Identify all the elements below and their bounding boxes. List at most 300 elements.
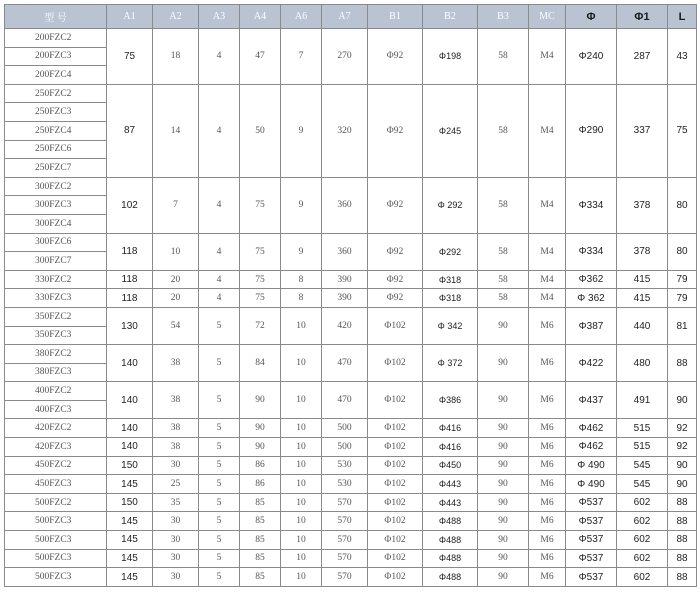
cell-l: 90 bbox=[668, 382, 697, 419]
header-b3: B3 bbox=[478, 5, 529, 29]
table-body bbox=[5, 29, 697, 587]
cell-a6: 10 bbox=[281, 382, 322, 419]
cell-a7: 570 bbox=[322, 568, 368, 587]
cell-phi1: 515 bbox=[617, 419, 668, 438]
cell-phi1: 515 bbox=[617, 438, 668, 457]
cell-b2: Φ488 bbox=[423, 531, 478, 550]
cell-b1: Φ92 bbox=[368, 29, 423, 85]
cell-phi: Φ462 bbox=[566, 438, 617, 457]
cell-l: 88 bbox=[668, 549, 697, 568]
cell-a2: 54 bbox=[153, 307, 199, 344]
cell-l: 75 bbox=[668, 84, 697, 177]
cell-b1: Φ102 bbox=[368, 512, 423, 531]
cell-b1: Φ102 bbox=[368, 549, 423, 568]
cell-b2: Φ 292 bbox=[423, 177, 478, 233]
cell-l: 92 bbox=[668, 438, 697, 457]
cell-a3: 5 bbox=[199, 531, 240, 550]
cell-a4: 75 bbox=[240, 270, 281, 289]
cell-phi1: 480 bbox=[617, 345, 668, 382]
cell-b2: Φ416 bbox=[423, 438, 478, 457]
header-row bbox=[5, 5, 697, 29]
cell-mc: M6 bbox=[529, 382, 566, 419]
cell-phi1: 491 bbox=[617, 382, 668, 419]
cell-phi1: 378 bbox=[617, 177, 668, 233]
cell-phi: Φ422 bbox=[566, 345, 617, 382]
cell-a2: 38 bbox=[153, 419, 199, 438]
cell-a7: 500 bbox=[322, 438, 368, 457]
table-row bbox=[5, 493, 697, 512]
cell-b3: 90 bbox=[478, 531, 529, 550]
cell-mc: M6 bbox=[529, 345, 566, 382]
cell-a4: 50 bbox=[240, 84, 281, 177]
model-cell: 330FZC2 bbox=[5, 270, 107, 289]
cell-phi: Φ462 bbox=[566, 419, 617, 438]
cell-l: 92 bbox=[668, 419, 697, 438]
cell-a2: 20 bbox=[153, 270, 199, 289]
cell-phi1: 440 bbox=[617, 307, 668, 344]
table-row bbox=[5, 29, 697, 48]
cell-b2: Φ 372 bbox=[423, 345, 478, 382]
table-row bbox=[5, 345, 697, 364]
cell-a7: 570 bbox=[322, 549, 368, 568]
model-cell: 300FZC3 bbox=[5, 196, 107, 215]
cell-b3: 90 bbox=[478, 549, 529, 568]
cell-b3: 90 bbox=[478, 493, 529, 512]
cell-a6: 10 bbox=[281, 568, 322, 587]
cell-a7: 530 bbox=[322, 456, 368, 475]
cell-l: 88 bbox=[668, 568, 697, 587]
model-cell: 250FZC3 bbox=[5, 103, 107, 122]
cell-a3: 4 bbox=[199, 270, 240, 289]
cell-mc: M4 bbox=[529, 233, 566, 270]
cell-a4: 47 bbox=[240, 29, 281, 85]
cell-phi: Φ362 bbox=[566, 270, 617, 289]
cell-a2: 10 bbox=[153, 233, 199, 270]
cell-phi: Φ537 bbox=[566, 493, 617, 512]
cell-b1: Φ92 bbox=[368, 289, 423, 308]
cell-a7: 360 bbox=[322, 233, 368, 270]
header-phi1: Φ1 bbox=[617, 5, 668, 29]
cell-a2: 25 bbox=[153, 475, 199, 494]
header-model: 型 号 bbox=[5, 5, 107, 29]
cell-a4: 75 bbox=[240, 233, 281, 270]
cell-a7: 500 bbox=[322, 419, 368, 438]
model-cell: 500FZC3 bbox=[5, 549, 107, 568]
cell-a2: 14 bbox=[153, 84, 199, 177]
table-row bbox=[5, 549, 697, 568]
cell-mc: M6 bbox=[529, 512, 566, 531]
cell-b3: 90 bbox=[478, 382, 529, 419]
cell-a4: 90 bbox=[240, 438, 281, 457]
cell-mc: M4 bbox=[529, 289, 566, 308]
cell-mc: M4 bbox=[529, 29, 566, 85]
cell-a2: 30 bbox=[153, 549, 199, 568]
cell-a4: 84 bbox=[240, 345, 281, 382]
cell-b1: Φ102 bbox=[368, 456, 423, 475]
cell-b1: Φ102 bbox=[368, 531, 423, 550]
cell-a4: 90 bbox=[240, 382, 281, 419]
cell-a2: 30 bbox=[153, 531, 199, 550]
cell-l: 88 bbox=[668, 531, 697, 550]
cell-phi1: 378 bbox=[617, 233, 668, 270]
cell-a3: 5 bbox=[199, 549, 240, 568]
cell-a2: 38 bbox=[153, 382, 199, 419]
table-row bbox=[5, 568, 697, 587]
cell-mc: M6 bbox=[529, 568, 566, 587]
cell-phi: Φ437 bbox=[566, 382, 617, 419]
cell-b2: Φ245 bbox=[423, 84, 478, 177]
cell-a4: 85 bbox=[240, 549, 281, 568]
cell-b2: Φ318 bbox=[423, 289, 478, 308]
cell-a1: 145 bbox=[107, 512, 153, 531]
cell-a7: 390 bbox=[322, 270, 368, 289]
cell-a4: 85 bbox=[240, 493, 281, 512]
cell-phi: Φ 490 bbox=[566, 456, 617, 475]
cell-b3: 90 bbox=[478, 307, 529, 344]
cell-a3: 5 bbox=[199, 456, 240, 475]
cell-a6: 9 bbox=[281, 233, 322, 270]
cell-a1: 150 bbox=[107, 493, 153, 512]
cell-b1: Φ102 bbox=[368, 568, 423, 587]
cell-b2: Φ450 bbox=[423, 456, 478, 475]
cell-b1: Φ92 bbox=[368, 177, 423, 233]
cell-b1: Φ102 bbox=[368, 345, 423, 382]
cell-mc: M6 bbox=[529, 307, 566, 344]
cell-l: 43 bbox=[668, 29, 697, 85]
cell-a2: 38 bbox=[153, 438, 199, 457]
cell-b1: Φ102 bbox=[368, 419, 423, 438]
model-cell: 330FZC3 bbox=[5, 289, 107, 308]
table-row bbox=[5, 512, 697, 531]
cell-b2: Φ488 bbox=[423, 549, 478, 568]
cell-a6: 8 bbox=[281, 270, 322, 289]
cell-a4: 72 bbox=[240, 307, 281, 344]
cell-l: 88 bbox=[668, 345, 697, 382]
table-row bbox=[5, 233, 697, 252]
cell-b3: 58 bbox=[478, 29, 529, 85]
header-b2: B2 bbox=[423, 5, 478, 29]
cell-mc: M6 bbox=[529, 549, 566, 568]
spec-table bbox=[4, 4, 697, 587]
cell-a1: 118 bbox=[107, 289, 153, 308]
table-row bbox=[5, 270, 697, 289]
cell-b3: 90 bbox=[478, 345, 529, 382]
table-row bbox=[5, 84, 697, 103]
table-row bbox=[5, 475, 697, 494]
cell-l: 88 bbox=[668, 512, 697, 531]
table-row bbox=[5, 177, 697, 196]
model-cell: 300FZC2 bbox=[5, 177, 107, 196]
cell-mc: M4 bbox=[529, 270, 566, 289]
cell-a6: 10 bbox=[281, 549, 322, 568]
model-cell: 400FZC2 bbox=[5, 382, 107, 401]
cell-phi: Φ537 bbox=[566, 549, 617, 568]
cell-a4: 75 bbox=[240, 289, 281, 308]
cell-a3: 5 bbox=[199, 382, 240, 419]
header-l: L bbox=[668, 5, 697, 29]
cell-mc: M4 bbox=[529, 84, 566, 177]
cell-phi: Φ290 bbox=[566, 84, 617, 177]
cell-a3: 4 bbox=[199, 289, 240, 308]
cell-b2: Φ443 bbox=[423, 475, 478, 494]
header-a4: A4 bbox=[240, 5, 281, 29]
cell-a6: 7 bbox=[281, 29, 322, 85]
cell-a3: 5 bbox=[199, 512, 240, 531]
header-mc: MC bbox=[529, 5, 566, 29]
cell-mc: M6 bbox=[529, 438, 566, 457]
model-cell: 300FZC7 bbox=[5, 252, 107, 271]
cell-a1: 145 bbox=[107, 531, 153, 550]
cell-a6: 10 bbox=[281, 456, 322, 475]
cell-phi1: 287 bbox=[617, 29, 668, 85]
cell-a7: 570 bbox=[322, 493, 368, 512]
cell-a7: 270 bbox=[322, 29, 368, 85]
cell-b3: 58 bbox=[478, 233, 529, 270]
table-row bbox=[5, 438, 697, 457]
cell-b3: 58 bbox=[478, 270, 529, 289]
model-cell: 300FZC6 bbox=[5, 233, 107, 252]
cell-mc: M6 bbox=[529, 475, 566, 494]
model-cell: 420FZC2 bbox=[5, 419, 107, 438]
cell-a1: 118 bbox=[107, 233, 153, 270]
cell-a3: 5 bbox=[199, 345, 240, 382]
cell-a6: 10 bbox=[281, 475, 322, 494]
cell-a4: 90 bbox=[240, 419, 281, 438]
cell-a2: 18 bbox=[153, 29, 199, 85]
header-a1: A1 bbox=[107, 5, 153, 29]
cell-mc: M6 bbox=[529, 456, 566, 475]
cell-a6: 9 bbox=[281, 177, 322, 233]
header-b1: B1 bbox=[368, 5, 423, 29]
cell-phi: Φ537 bbox=[566, 512, 617, 531]
cell-a6: 10 bbox=[281, 307, 322, 344]
cell-phi1: 415 bbox=[617, 270, 668, 289]
cell-l: 88 bbox=[668, 493, 697, 512]
cell-a7: 390 bbox=[322, 289, 368, 308]
cell-b3: 90 bbox=[478, 475, 529, 494]
cell-a4: 86 bbox=[240, 475, 281, 494]
cell-a6: 9 bbox=[281, 84, 322, 177]
cell-l: 90 bbox=[668, 475, 697, 494]
cell-a3: 5 bbox=[199, 438, 240, 457]
cell-a6: 10 bbox=[281, 493, 322, 512]
cell-a2: 30 bbox=[153, 568, 199, 587]
header-a3: A3 bbox=[199, 5, 240, 29]
cell-l: 80 bbox=[668, 233, 697, 270]
cell-a3: 5 bbox=[199, 307, 240, 344]
cell-a6: 10 bbox=[281, 419, 322, 438]
model-cell: 250FZC6 bbox=[5, 140, 107, 159]
cell-l: 80 bbox=[668, 177, 697, 233]
model-cell: 500FZC3 bbox=[5, 512, 107, 531]
cell-b1: Φ102 bbox=[368, 493, 423, 512]
cell-a3: 5 bbox=[199, 475, 240, 494]
cell-mc: M6 bbox=[529, 531, 566, 550]
cell-phi: Φ334 bbox=[566, 233, 617, 270]
cell-b3: 90 bbox=[478, 438, 529, 457]
cell-b2: Φ292 bbox=[423, 233, 478, 270]
cell-a1: 87 bbox=[107, 84, 153, 177]
cell-b2: Φ198 bbox=[423, 29, 478, 85]
cell-b2: Φ318 bbox=[423, 270, 478, 289]
model-cell: 350FZC3 bbox=[5, 326, 107, 345]
cell-a7: 420 bbox=[322, 307, 368, 344]
cell-a7: 570 bbox=[322, 512, 368, 531]
cell-b2: Φ488 bbox=[423, 568, 478, 587]
cell-a1: 140 bbox=[107, 438, 153, 457]
cell-a1: 75 bbox=[107, 29, 153, 85]
cell-b3: 90 bbox=[478, 456, 529, 475]
cell-a1: 140 bbox=[107, 345, 153, 382]
cell-a6: 10 bbox=[281, 531, 322, 550]
cell-a4: 85 bbox=[240, 568, 281, 587]
table-row bbox=[5, 456, 697, 475]
cell-b1: Φ92 bbox=[368, 270, 423, 289]
cell-b2: Φ488 bbox=[423, 512, 478, 531]
cell-b1: Φ102 bbox=[368, 475, 423, 494]
cell-b2: Φ386 bbox=[423, 382, 478, 419]
cell-phi1: 337 bbox=[617, 84, 668, 177]
cell-a3: 4 bbox=[199, 177, 240, 233]
cell-a1: 118 bbox=[107, 270, 153, 289]
cell-a4: 75 bbox=[240, 177, 281, 233]
cell-a6: 10 bbox=[281, 345, 322, 382]
cell-a3: 5 bbox=[199, 568, 240, 587]
model-cell: 200FZC4 bbox=[5, 66, 107, 85]
table-row bbox=[5, 307, 697, 326]
header-a2: A2 bbox=[153, 5, 199, 29]
cell-a3: 4 bbox=[199, 84, 240, 177]
cell-b1: Φ102 bbox=[368, 382, 423, 419]
cell-a1: 145 bbox=[107, 475, 153, 494]
cell-phi1: 602 bbox=[617, 493, 668, 512]
cell-a7: 320 bbox=[322, 84, 368, 177]
cell-a1: 140 bbox=[107, 382, 153, 419]
cell-a7: 470 bbox=[322, 382, 368, 419]
cell-b1: Φ92 bbox=[368, 84, 423, 177]
cell-a1: 150 bbox=[107, 456, 153, 475]
cell-phi1: 602 bbox=[617, 549, 668, 568]
model-cell: 450FZC2 bbox=[5, 456, 107, 475]
header-phi: Φ bbox=[566, 5, 617, 29]
cell-a1: 140 bbox=[107, 419, 153, 438]
cell-phi: Φ334 bbox=[566, 177, 617, 233]
model-cell: 350FZC2 bbox=[5, 307, 107, 326]
cell-a3: 4 bbox=[199, 29, 240, 85]
cell-a1: 145 bbox=[107, 549, 153, 568]
cell-phi1: 602 bbox=[617, 531, 668, 550]
model-cell: 250FZC7 bbox=[5, 159, 107, 178]
model-cell: 250FZC4 bbox=[5, 121, 107, 140]
model-cell: 250FZC2 bbox=[5, 84, 107, 103]
cell-b3: 90 bbox=[478, 568, 529, 587]
cell-a3: 5 bbox=[199, 419, 240, 438]
cell-b2: Φ443 bbox=[423, 493, 478, 512]
model-cell: 500FZC3 bbox=[5, 568, 107, 587]
cell-a2: 30 bbox=[153, 456, 199, 475]
cell-phi: Φ 362 bbox=[566, 289, 617, 308]
table-row bbox=[5, 289, 697, 308]
cell-b3: 90 bbox=[478, 419, 529, 438]
cell-l: 79 bbox=[668, 289, 697, 308]
cell-a3: 5 bbox=[199, 493, 240, 512]
cell-a6: 8 bbox=[281, 289, 322, 308]
cell-a7: 360 bbox=[322, 177, 368, 233]
model-cell: 300FZC4 bbox=[5, 214, 107, 233]
cell-l: 79 bbox=[668, 270, 697, 289]
cell-phi1: 602 bbox=[617, 568, 668, 587]
cell-a1: 130 bbox=[107, 307, 153, 344]
cell-phi1: 415 bbox=[617, 289, 668, 308]
cell-l: 90 bbox=[668, 456, 697, 475]
cell-phi: Φ537 bbox=[566, 531, 617, 550]
cell-b2: Φ 342 bbox=[423, 307, 478, 344]
cell-l: 81 bbox=[668, 307, 697, 344]
cell-b1: Φ102 bbox=[368, 307, 423, 344]
cell-phi1: 602 bbox=[617, 512, 668, 531]
cell-a4: 85 bbox=[240, 531, 281, 550]
cell-phi: Φ387 bbox=[566, 307, 617, 344]
cell-a2: 20 bbox=[153, 289, 199, 308]
cell-a2: 38 bbox=[153, 345, 199, 382]
model-cell: 380FZC3 bbox=[5, 363, 107, 382]
cell-a6: 10 bbox=[281, 512, 322, 531]
cell-a1: 102 bbox=[107, 177, 153, 233]
cell-b1: Φ92 bbox=[368, 233, 423, 270]
cell-phi: Φ 490 bbox=[566, 475, 617, 494]
cell-a7: 470 bbox=[322, 345, 368, 382]
model-cell: 420FZC3 bbox=[5, 438, 107, 457]
model-cell: 500FZC3 bbox=[5, 531, 107, 550]
cell-b2: Φ416 bbox=[423, 419, 478, 438]
cell-a2: 7 bbox=[153, 177, 199, 233]
cell-mc: M6 bbox=[529, 419, 566, 438]
model-cell: 400FZC3 bbox=[5, 400, 107, 419]
cell-b3: 58 bbox=[478, 289, 529, 308]
cell-a7: 530 bbox=[322, 475, 368, 494]
cell-phi: Φ240 bbox=[566, 29, 617, 85]
table-row bbox=[5, 419, 697, 438]
table-row bbox=[5, 382, 697, 401]
cell-a4: 86 bbox=[240, 456, 281, 475]
cell-b3: 90 bbox=[478, 512, 529, 531]
cell-phi1: 545 bbox=[617, 456, 668, 475]
model-cell: 200FZC3 bbox=[5, 47, 107, 66]
table-row bbox=[5, 531, 697, 550]
model-cell: 200FZC2 bbox=[5, 29, 107, 48]
cell-mc: M4 bbox=[529, 177, 566, 233]
cell-b1: Φ102 bbox=[368, 438, 423, 457]
model-cell: 450FZC3 bbox=[5, 475, 107, 494]
cell-a1: 145 bbox=[107, 568, 153, 587]
cell-a2: 30 bbox=[153, 512, 199, 531]
model-cell: 380FZC2 bbox=[5, 345, 107, 364]
cell-a3: 4 bbox=[199, 233, 240, 270]
cell-phi1: 545 bbox=[617, 475, 668, 494]
cell-b3: 58 bbox=[478, 177, 529, 233]
cell-a4: 85 bbox=[240, 512, 281, 531]
cell-a6: 10 bbox=[281, 438, 322, 457]
header-a7: A7 bbox=[322, 5, 368, 29]
cell-a7: 570 bbox=[322, 531, 368, 550]
cell-mc: M6 bbox=[529, 493, 566, 512]
cell-phi: Φ537 bbox=[566, 568, 617, 587]
cell-b3: 58 bbox=[478, 84, 529, 177]
table-header bbox=[5, 5, 697, 29]
model-cell: 500FZC2 bbox=[5, 493, 107, 512]
cell-a2: 35 bbox=[153, 493, 199, 512]
header-a6: A6 bbox=[281, 5, 322, 29]
